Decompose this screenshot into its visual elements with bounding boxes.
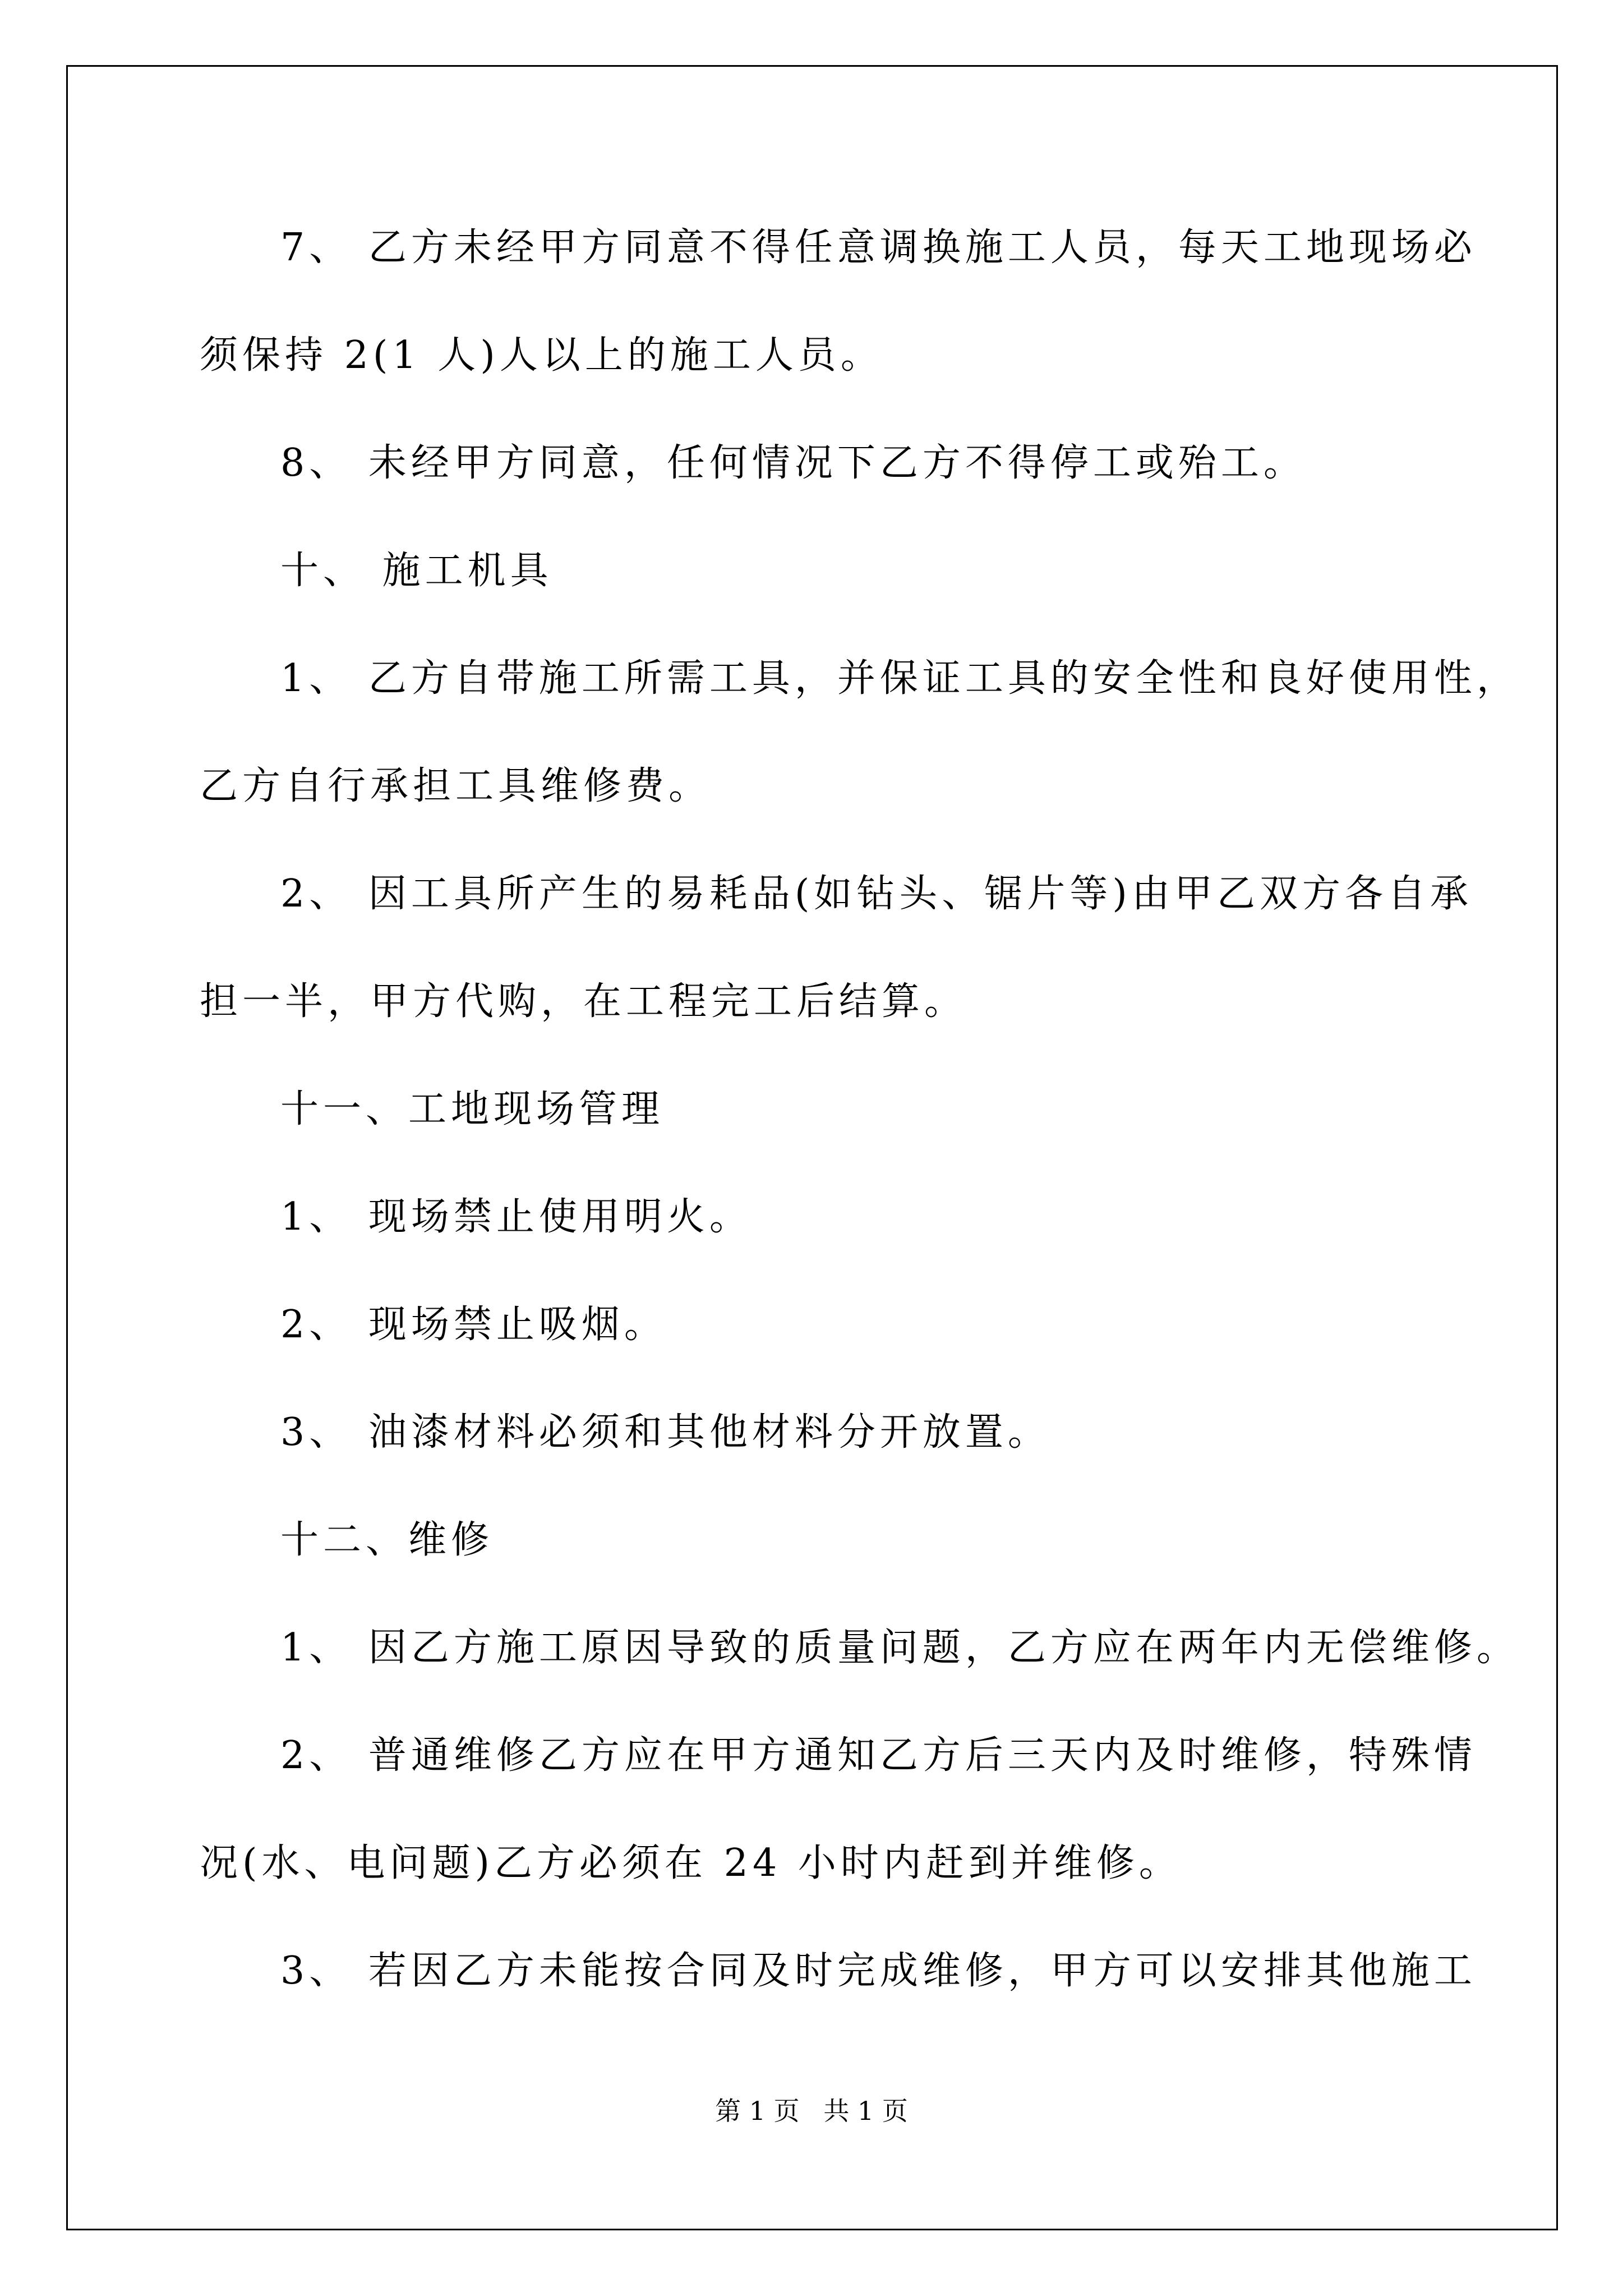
section-heading: 十二、维修 <box>280 1518 494 1562</box>
paragraph-line: 须保持 2(1 人)人以上的施工人员。 <box>200 333 883 378</box>
section-heading: 十、 施工机具 <box>280 549 553 593</box>
page-border <box>66 65 1558 2230</box>
paragraph-line: 乙方自行承担工具维修费。 <box>200 764 712 808</box>
paragraph-line: 况(水、电问题)乙方必须在 24 小时内赶到并维修。 <box>200 1841 1182 1885</box>
paragraph-line: 担一半，甲方代购，在工程完工后结算。 <box>200 979 967 1024</box>
paragraph-line: 1、 乙方自带施工所需工具，并保证工具的安全性和良好使用性， <box>280 656 1519 701</box>
page-footer <box>0 2098 1623 2124</box>
paragraph-line: 2、 普通维修乙方应在甲方通知乙方后三天内及时维修，特殊情 <box>280 1733 1477 1778</box>
page-number-current: 第 1 页 <box>715 2096 800 2126</box>
page-number-total: 共 1 页 <box>823 2096 908 2126</box>
paragraph-line: 3、 油漆材料必须和其他材料分开放置。 <box>280 1410 1050 1455</box>
paragraph-line: 1、 现场禁止使用明火。 <box>280 1195 752 1239</box>
paragraph-line: 2、 现场禁止吸烟。 <box>280 1303 667 1347</box>
paragraph-line: 1、 因乙方施工原因导致的质量问题，乙方应在两年内无偿维修。 <box>280 1626 1519 1670</box>
paragraph-line: 8、 未经甲方同意，任何情况下乙方不得停工或殆工。 <box>280 441 1306 485</box>
paragraph-line: 3、 若因乙方未能按合同及时完成维修，甲方可以安排其他施工 <box>280 1949 1477 1993</box>
section-heading: 十一、工地现场管理 <box>280 1087 665 1131</box>
paragraph-line: 2、 因工具所产生的易耗品(如钻头、锯片等)由甲乙双方各自承 <box>280 872 1473 916</box>
paragraph-line: 7、 乙方未经甲方同意不得任意调换施工人员，每天工地现场必 <box>280 226 1477 270</box>
